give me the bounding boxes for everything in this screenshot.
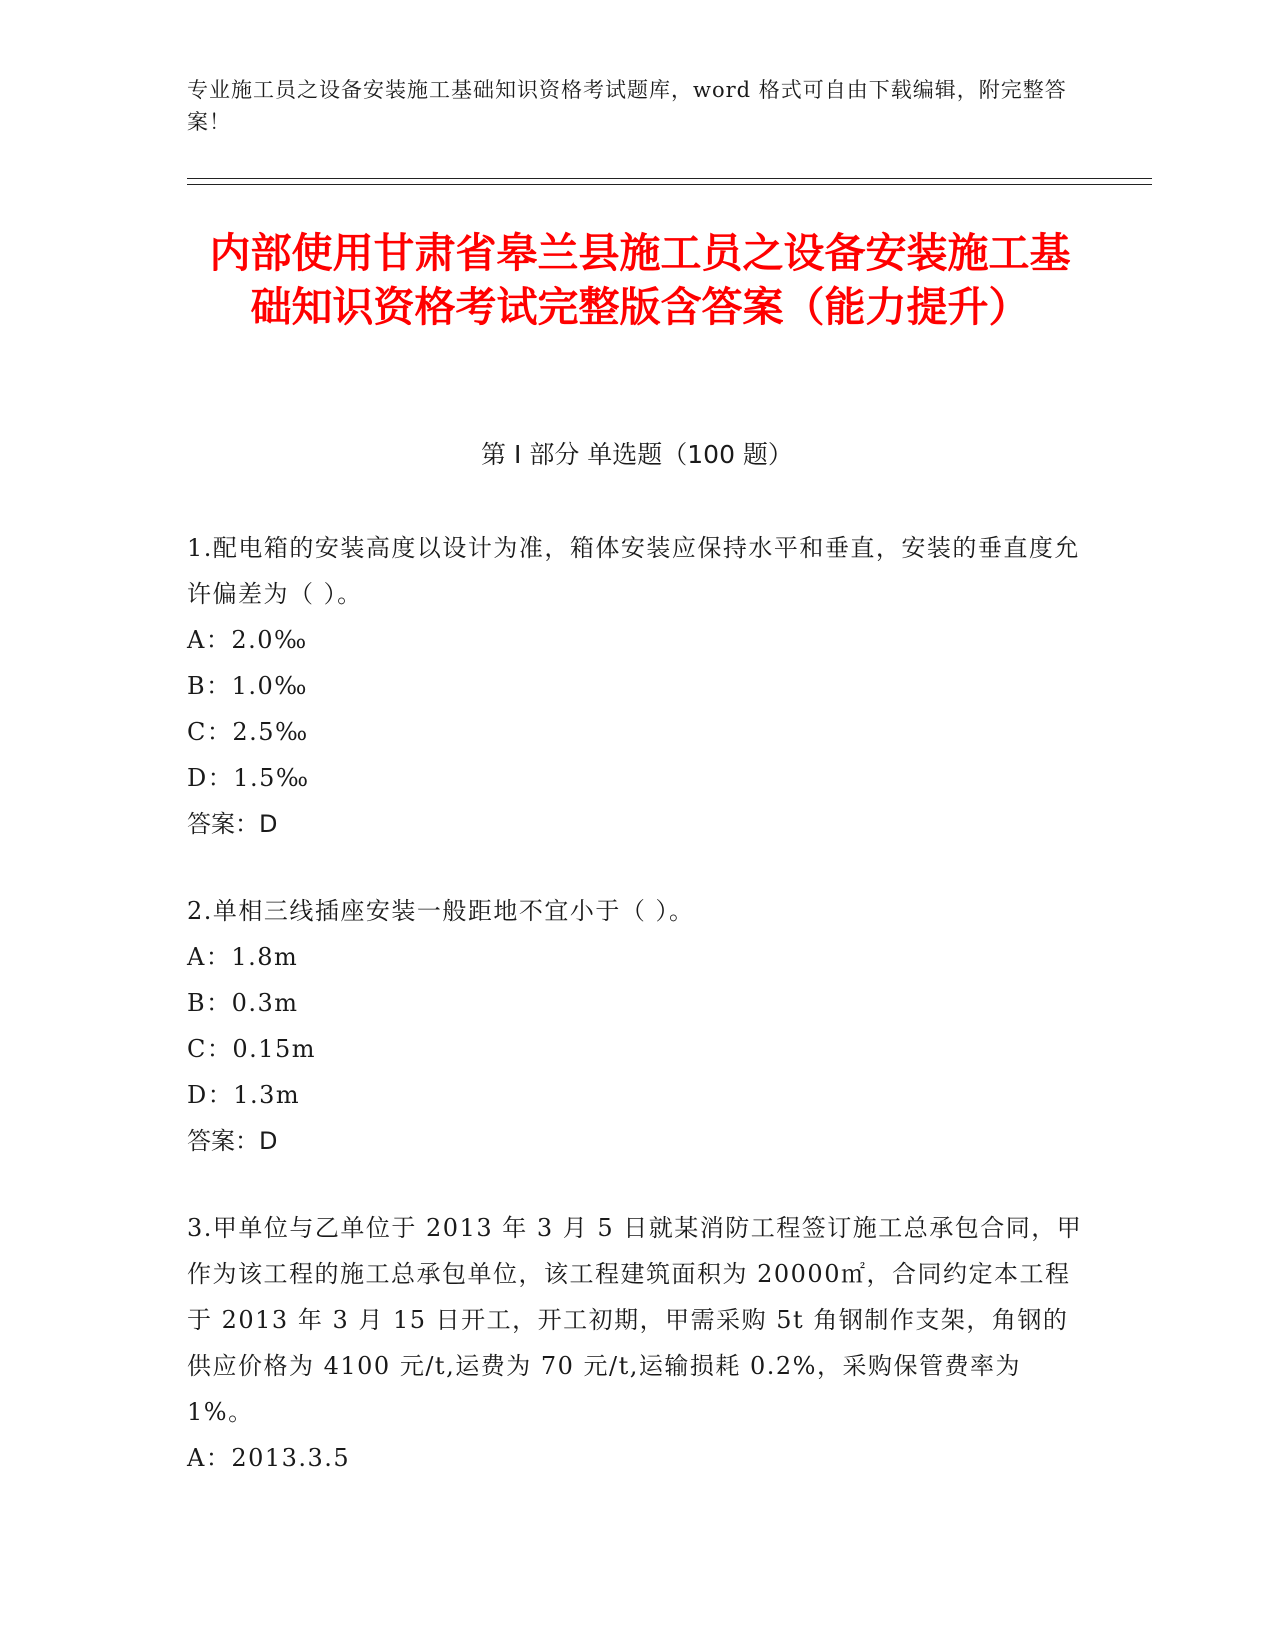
option-a: A：2.0‰ — [187, 626, 308, 654]
question-1 — [187, 525, 1087, 847]
option-a: A：2013.3.5 — [187, 1444, 351, 1472]
header-rule-bottom — [187, 184, 1152, 185]
header-note: 专业施工员之设备安装施工基础知识资格考试题库，word 格式可自由下载编辑，附完整答案！ — [187, 78, 1067, 134]
answer: 答案：D — [187, 1127, 278, 1155]
document-title: 内部使用甘肃省皋兰县施工员之设备安装施工基础知识资格考试完整版含答案（能力提升） — [209, 229, 1071, 331]
option-c: C：0.15m — [187, 1035, 317, 1063]
option-b: B：1.0‰ — [187, 672, 309, 700]
question-text: 1.配电箱的安装高度以设计为准，箱体安装应保持水平和垂直，安装的垂直度允许偏差为（ ）。 — [187, 534, 1080, 608]
answer: 答案：D — [187, 810, 278, 838]
option-d: D：1.5‰ — [187, 764, 310, 792]
option-d: D：1.3m — [187, 1081, 301, 1109]
question-text: 3.甲单位与乙单位于 2013 年 3 月 5 日就某消防工程签订施工总承包合同，甲作为该工程的施工总承包单位，该工程建筑面积为 20000㎡，合同约定本工程于 2013 年 3 月 15 日开工，开工初期，甲需采购 5t 角钢制作支架，角钢的供应价格为 4100 元/t,运费为 70 元/t,运输损耗 0.2%，采购保管费率为 1%。 — [187, 1214, 1083, 1426]
question-text: 2.单相三线插座安装一般距地不宜小于（ ）。 — [187, 897, 695, 925]
header-rule-top — [187, 178, 1152, 179]
section-heading: 第 I 部分 单选题（100 题） — [481, 440, 793, 469]
question-2 — [187, 888, 1087, 1164]
option-c: C：2.5‰ — [187, 718, 309, 746]
option-a: A：1.8m — [187, 943, 299, 971]
option-b: B：0.3m — [187, 989, 299, 1017]
question-3 — [187, 1205, 1087, 1481]
